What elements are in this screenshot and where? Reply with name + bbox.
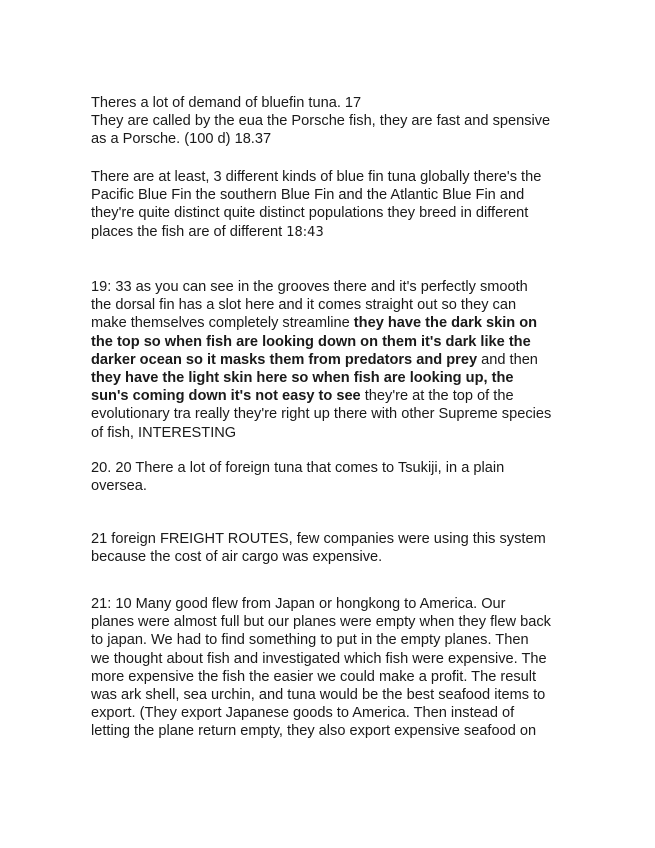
text-line: the dorsal fin has a slot here and it comes straight out so they can [91, 297, 517, 314]
text-line: export. (They export Japanese goods to America. Then instead of [91, 705, 515, 722]
text-line: Pacific Blue Fin the southern Blue Fin and the Atlantic Blue Fin and [91, 187, 525, 204]
text-line: more expensive the fish the easier we could make a profit. The result [91, 668, 537, 685]
paragraph-foreign-tuna [91, 459, 571, 495]
text-line: They are called by the eua the Porsche fish, they are fast and spensive [91, 113, 551, 130]
paragraph-freight-routes [91, 530, 571, 566]
bold-text-segment: sun's coming down it's not easy to see [91, 388, 361, 405]
paragraph-tuna-species [91, 168, 571, 242]
text-segment: they're at the top of the [360, 388, 514, 405]
text-line [91, 387, 571, 405]
paragraph-air-cargo-history [91, 595, 571, 741]
text-segment: places the fish are of different [91, 223, 287, 240]
text-line: because the cost of air cargo was expensive. [91, 549, 383, 566]
bold-text-line: they have the light skin here so when fish are looking up, the [91, 370, 514, 387]
text-segment: and then [477, 351, 538, 368]
text-line: There are at least, 3 different kinds of blue fin tuna globally there's the [91, 169, 542, 185]
text-line: 19: 33 as you can see in the grooves there and it's perfectly smooth [91, 279, 528, 295]
text-line [91, 223, 571, 242]
bold-text-segment: darker ocean so it masks them from predators and prey [91, 351, 478, 368]
text-line: evolutionary tra really they're right up there with other Supreme species [91, 406, 552, 423]
text-line: letting the plane return empty, they also export expensive seafood on [91, 723, 537, 740]
text-line [91, 314, 571, 332]
bold-text-segment: they have the dark skin on [353, 315, 538, 332]
text-line: 21: 10 Many good flew from Japan or hongkong to America. Our [91, 596, 506, 612]
text-line: 20. 20 There a lot of foreign tuna that comes to Tsukiji, in a plain [91, 460, 505, 476]
text-line: oversea. [91, 478, 147, 495]
timestamp: 18:43 [286, 224, 324, 240]
text-line: to japan. We had to find something to put in the empty planes. Then [91, 632, 529, 649]
text-line: we thought about fish and investigated which fish were expensive. The [91, 650, 547, 667]
text-line [91, 351, 571, 369]
text-segment: make themselves completely streamline [91, 315, 354, 332]
text-line: planes were almost full but our planes were empty when they flew back [91, 614, 551, 631]
text-line: they're quite distinct quite distinct populations they breed in different [91, 205, 529, 222]
bold-text-line: the top so when fish are looking down on them it's dark like the [91, 333, 531, 350]
text-line: was ark shell, sea urchin, and tuna would be the best seafood items to [91, 687, 546, 704]
paragraph-bluefin-demand [91, 94, 571, 149]
text-line: of fish, INTERESTING [91, 424, 237, 441]
text-line: Theres a lot of demand of bluefin tuna. 17 [91, 95, 362, 111]
text-line: as a Porsche. (100 d) 18.37 [91, 131, 272, 148]
text-line: 21 foreign FREIGHT ROUTES, few companies were using this system [91, 531, 546, 547]
paragraph-tuna-anatomy [91, 278, 571, 442]
